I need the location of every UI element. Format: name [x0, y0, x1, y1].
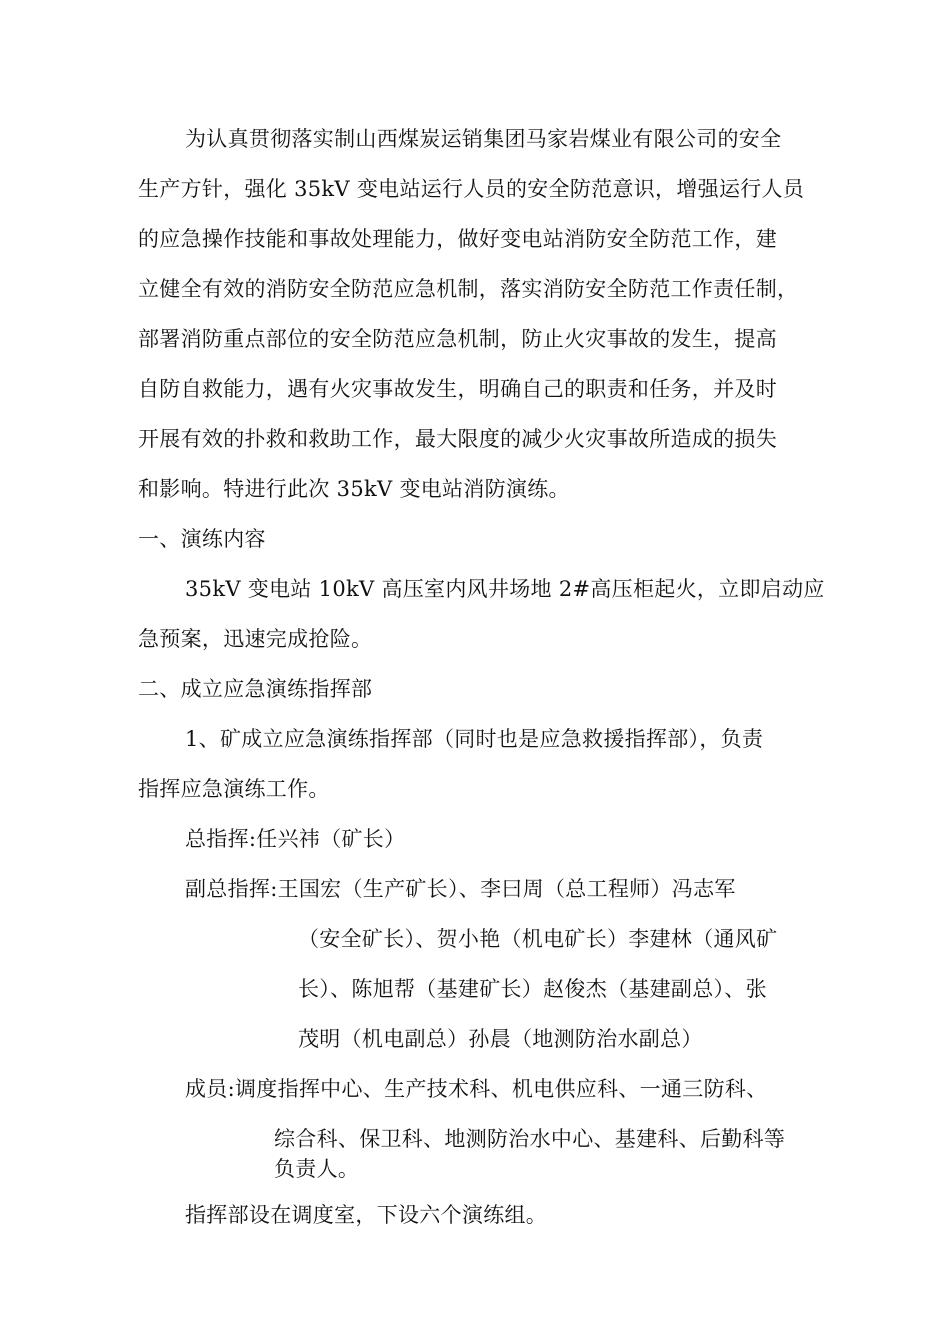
- section-heading-drill-content: 一、演练内容: [138, 527, 266, 551]
- intro-line-1: 为认真贯彻落实制山西煤炭运销集团马家岩煤业有限公司的安全: [185, 127, 782, 151]
- intro-line-4: 立健全有效的消防安全防范应急机制，落实消防安全防范工作责任制，: [138, 277, 799, 301]
- deputy-commanders-line-1: 副总指挥:王国宏（生产矿长）、李曰周（总工程师）冯志军: [185, 877, 736, 901]
- chief-commander: 总指挥:任兴祎（矿长）: [185, 827, 406, 851]
- deputy-commanders-line-4: 茂明（机电副总）孙晨（地测防治水副总）: [298, 1027, 703, 1051]
- deputy-commanders-line-2: （安全矿长）、贺小艳（机电矿长）李建林（通风矿: [298, 927, 778, 951]
- intro-line-5: 部署消防重点部位的安全防范应急机制，防止火灾事故的发生，提高: [138, 327, 777, 351]
- drill-content-line-1: 35kV 变电站 10kV 高压室内风井场地 2#高压柜起火，立即启动应: [185, 577, 825, 601]
- command-location-note: 指挥部设在调度室，下设六个演练组。: [185, 1203, 548, 1227]
- intro-line-2: 生产方针，强化 35kV 变电站运行人员的安全防范意识，增强运行人员: [138, 177, 805, 201]
- intro-line-6: 自防自救能力，遇有火灾事故发生，明确自己的职责和任务，并及时: [138, 377, 777, 401]
- section-heading-command: 二、成立应急演练指挥部: [138, 677, 373, 701]
- deputy-commanders-line-3: 长）、陈旭帮（基建矿长）赵俊杰（基建副总）、张: [298, 977, 767, 1001]
- members-line-1: 成员:调度指挥中心、生产技术科、机电供应科、一通三防科、: [185, 1077, 768, 1101]
- members-line-3: 负责人。: [274, 1157, 360, 1181]
- command-item1-line-2: 指挥应急演练工作。: [138, 777, 330, 801]
- intro-line-3: 的应急操作技能和事故处理能力，做好变电站消防安全防范工作，建: [138, 227, 777, 251]
- drill-content-line-2: 急预案，迅速完成抢险。: [138, 627, 373, 651]
- command-item1-line-1: 1、矿成立应急演练指挥部（同时也是应急救援指挥部），负责: [185, 727, 764, 751]
- members-line-2: 综合科、保卫科、地测防治水中心、基建科、后勤科等: [274, 1127, 786, 1151]
- intro-line-8: 和影响。特进行此次 35kV 变电站消防演练。: [138, 477, 570, 501]
- intro-line-7: 开展有效的扑救和救助工作，最大限度的减少火灾事故所造成的损失: [138, 427, 777, 451]
